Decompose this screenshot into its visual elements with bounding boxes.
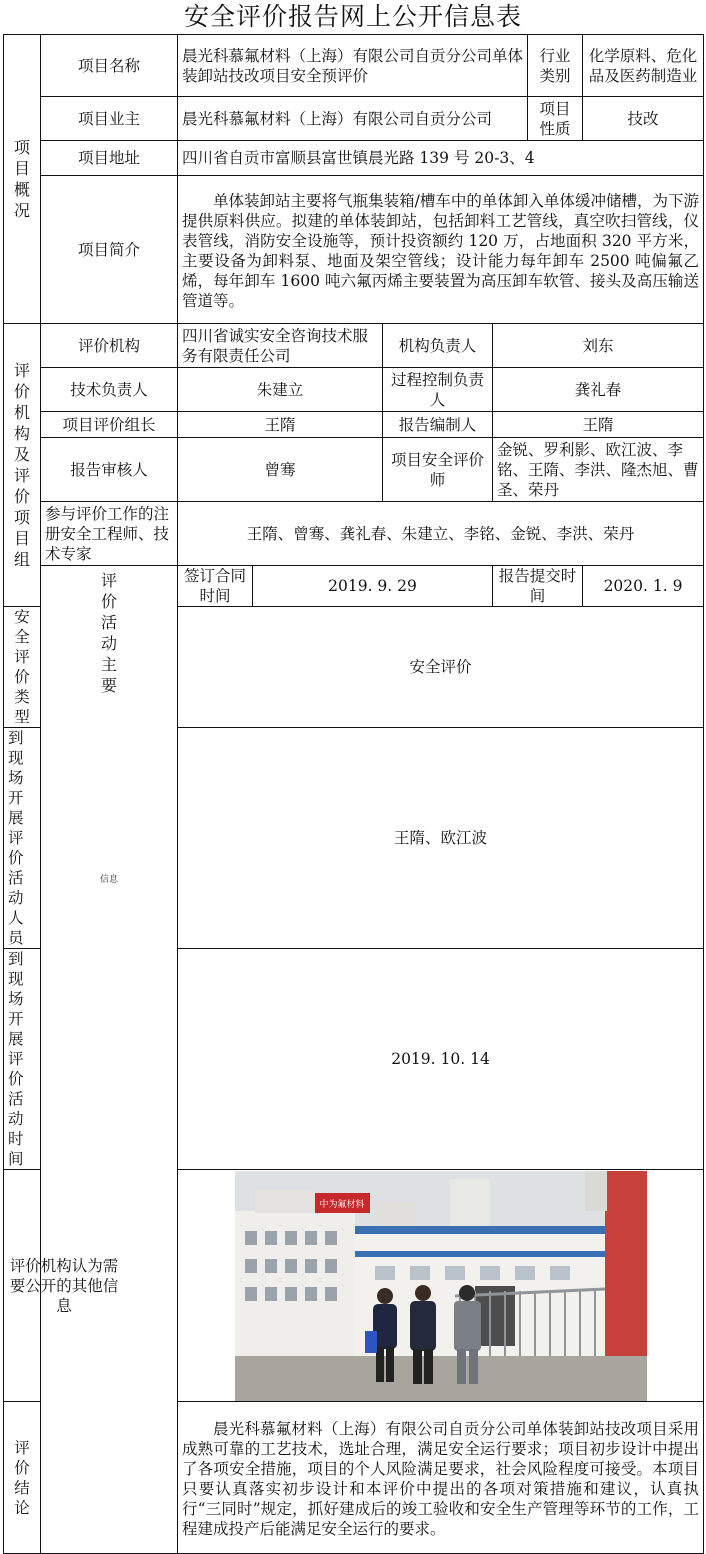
intro-label: 项目简介 (41, 176, 178, 324)
org-value: 四川省诚实安全咨询技术服务有限责任公司 (178, 324, 383, 368)
other-info-label: 评价机构认为需要公开的其他信息 (4, 1170, 41, 1402)
contract-label: 签订合同时间 (178, 566, 253, 607)
reviewer-label: 报告审核人 (41, 438, 178, 502)
industry-label: 行业类别 (528, 35, 583, 97)
submit-value: 2020. 1. 9 (583, 566, 704, 607)
head-label: 机构负责人 (383, 324, 493, 368)
section-activity-suffix: 信息 (100, 875, 119, 885)
photo-sign-text: 中为氟材料 (318, 1199, 365, 1210)
project-name-value: 晨光科慕氟材料（上海）有限公司自贡分公司单体装卸站技改项目安全预评价 (178, 35, 528, 97)
address-label: 项目地址 (41, 141, 178, 176)
photo-building-right (605, 1171, 647, 1371)
tech-value: 朱建立 (178, 368, 383, 412)
nature-label: 项目性质 (528, 97, 583, 141)
info-table (3, 34, 704, 1554)
site-photo-cell (178, 1170, 704, 1402)
time-label: 到现场开展评价活动时间 (4, 949, 41, 1170)
process-value: 龚礼春 (493, 368, 704, 412)
org-label: 评价机构 (41, 324, 178, 368)
submit-label: 报告提交时间 (493, 566, 583, 607)
intro-value: 单体装卸站主要将气瓶集装箱/槽车中的单体卸入单体缓冲储槽，为下游提供原料供应。拟建的单体装卸站，包括卸料工艺管线，真空吹扫管线，仪表管线，消防安全设施等，预计投资额约 120 万，占地面积 320 平方米，主要设备为卸料泵、地面及架空管线；设计能力每年卸车 2500 吨偏氟乙烯，每年卸车 1600 吨六氟丙烯主要装置为高压卸车软管、接头及高压输送管道等。 (178, 176, 704, 324)
section-activity: 评价活动主要 信息 (41, 566, 178, 1554)
tech-label: 技术负责人 (41, 368, 178, 412)
writer-value: 王隋 (493, 412, 704, 438)
evaluator-value: 金锐、罗利影、欧江波、李铭、王隋、李洪、隆杰旭、曹圣、荣丹 (493, 438, 704, 502)
photo-ground (235, 1356, 647, 1401)
industry-value: 化学原料、危化品及医药制造业 (583, 35, 704, 97)
page-title: 安全评价报告网上公开信息表 (183, 2, 522, 31)
evaluator-label: 项目安全评价师 (383, 438, 493, 502)
staff-value: 王隋、欧江波 (178, 728, 704, 949)
leader-value: 王隋 (178, 412, 383, 438)
head-value: 刘东 (493, 324, 704, 368)
type-label: 安全评价类型 (4, 607, 41, 728)
owner-value: 晨光科慕氟材料（上海）有限公司自贡分公司 (178, 97, 528, 141)
conclusion-label: 评价结论 (4, 1402, 41, 1554)
experts-value: 王隋、曾骞、龚礼春、朱建立、李铭、金锐、李洪、荣丹 (178, 502, 704, 566)
process-label: 过程控制负责人 (383, 368, 493, 412)
reviewer-value: 曾骞 (178, 438, 383, 502)
address-value: 四川省自贡市富顺县富世镇晨光路 139 号 20-3、4 (178, 141, 704, 176)
leader-label: 项目评价组长 (41, 412, 178, 438)
writer-label: 报告编制人 (383, 412, 493, 438)
site-photo (235, 1171, 647, 1401)
owner-label: 项目业主 (41, 97, 178, 141)
contract-value: 2019. 9. 29 (253, 566, 493, 607)
experts-label: 参与评价工作的注册安全工程师、技术专家 (41, 502, 178, 566)
staff-label: 到现场开展评价活动人员 (4, 728, 41, 949)
nature-value: 技改 (583, 97, 704, 141)
section-overview: 项目概况 (4, 35, 41, 324)
conclusion-value: 晨光科慕氟材料（上海）有限公司自贡分公司单体装卸站技改项目采用成熟可靠的工艺技术，选址合理，满足安全运行要求；项目初步设计中提出了各项安全措施，项目的个人风险满足要求，社会风险程度可接受。本项目只要认真落实初步设计和本评价中提出的各项对策措施和建议，认真执行“三同时”规定，抓好建成后的竣工验收和安全生产管理等环节的工作，工程建成投产后能满足安全运行的要求。 (178, 1402, 704, 1554)
type-value: 安全评价 (178, 607, 704, 728)
section-agency: 评价机构及评价项目组 (4, 324, 41, 607)
project-name-label: 项目名称 (41, 35, 178, 97)
time-value: 2019. 10. 14 (178, 949, 704, 1170)
